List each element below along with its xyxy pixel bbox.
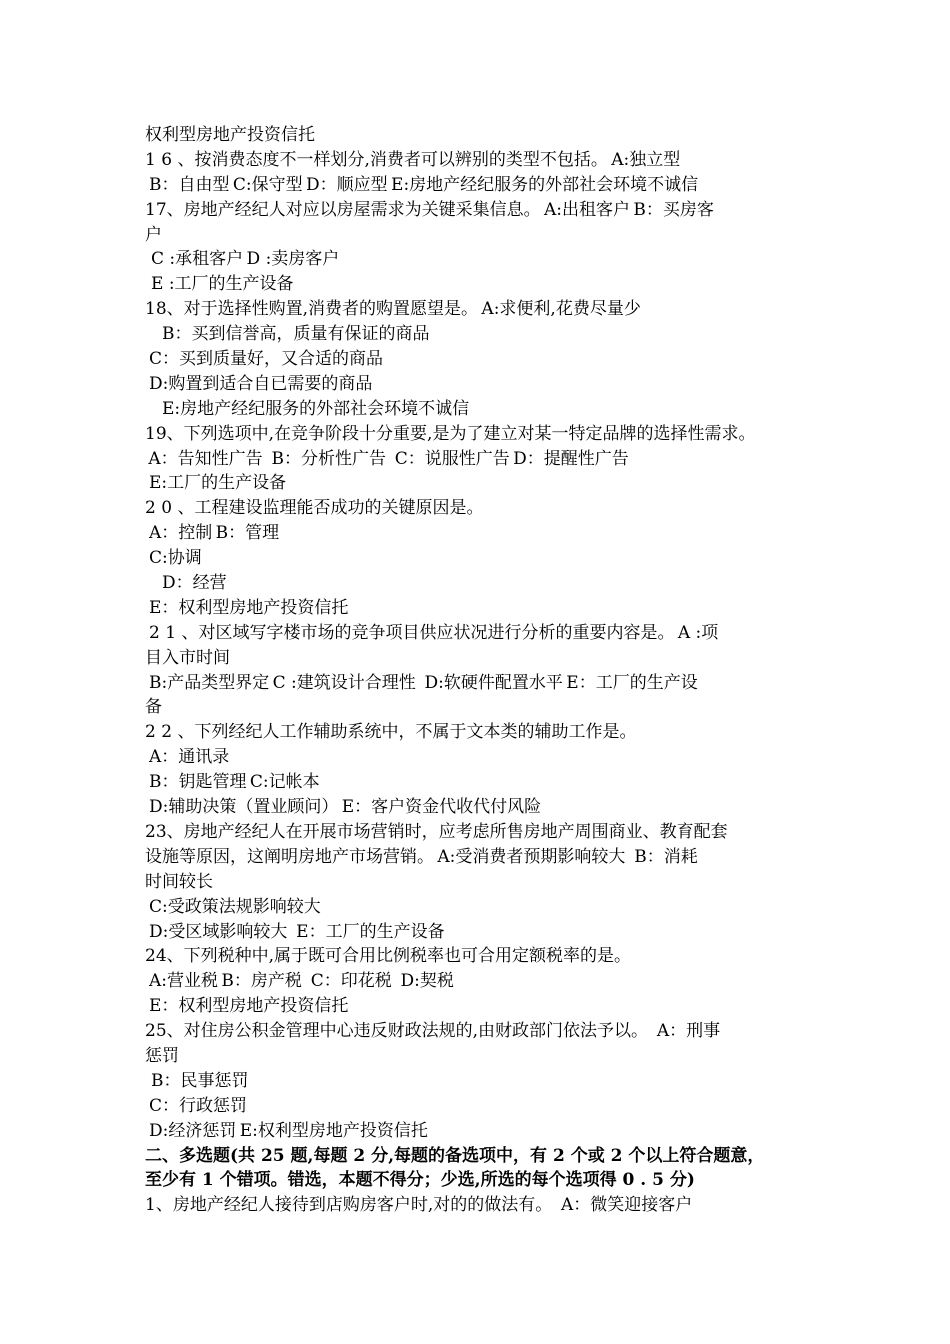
text-line: E :工厂的生产设备 xyxy=(151,274,294,295)
text-line: 设施等原因，这阐明房地产市场营销。 A:受消费者预期影响较大 B：消耗 xyxy=(145,846,698,867)
text-line: 25、对住房公积金管理中心违反财政法规的,由财政部门依法予以。 A：刑事 xyxy=(145,1021,721,1042)
text-line: B：民事惩罚 xyxy=(151,1070,249,1091)
text-line: 23、房地产经纪人在开展市场营销时，应考虑所售房地产周围商业、教育配套 xyxy=(145,821,728,842)
text-line: B：买到信誉高，质量有保证的商品 xyxy=(162,324,430,345)
text-line: D:受区域影响较大 E：工厂的生产设备 xyxy=(149,921,445,942)
text-line: B：自由型 C:保守型 D：顺应型 E:房地产经纪服务的外部社会环境不诚信 xyxy=(149,174,699,195)
text-line: B:产品类型界定 C :建筑设计合理性 D:软硬件配置水平 E：工厂的生产设 xyxy=(149,672,698,693)
text-line: A:营业税 B：房产税 C：印花税 D:契税 xyxy=(149,971,454,992)
text-line: D：经营 xyxy=(162,573,227,594)
document-body xyxy=(145,123,811,1218)
text-line: C:协调 xyxy=(149,548,202,569)
text-line: C：行政惩罚 xyxy=(149,1095,248,1116)
text-line: A：告知性广告 B：分析性广告 C：说服性广告 D：提醒性广告 xyxy=(145,448,629,469)
text-line: 目入市时间 xyxy=(145,647,230,668)
text-line: 2 1 、对区域写字楼市场的竞争项目供应状况进行分析的重要内容是。 A :项 xyxy=(149,622,719,643)
text-line: E:工厂的生产设备 xyxy=(149,473,287,494)
text-line: 惩罚 xyxy=(145,1045,179,1066)
text-line: D:购置到适合自已需要的商品 xyxy=(149,373,373,394)
text-line: E：权利型房地产投资信托 xyxy=(149,996,349,1017)
text-line: 1 6 、按消费态度不一样划分,消费者可以辨别的类型不包括。 A:独立型 xyxy=(145,149,681,170)
text-line: 1、房地产经纪人接待到店购房客户时,对的的做法有。 A：微笑迎接客户 xyxy=(145,1195,696,1216)
text-line: 24、下列税种中,属于既可合用比例税率也可合用定额税率的是。 xyxy=(145,946,632,967)
text-line: A：通讯录 xyxy=(149,747,230,768)
text-line: C:受政策法规影响较大 xyxy=(149,896,321,917)
text-line: 2 2 、下列经纪人工作辅助系统中，不属于文本类的辅助工作是。 xyxy=(145,722,637,743)
text-line: 17、房地产经纪人对应以房屋需求为关键采集信息。 A:出租客户 B：买房客 xyxy=(145,199,714,220)
text-line: B：钥匙管理 C:记帐本 xyxy=(149,772,320,793)
text-line: 备 xyxy=(145,697,162,718)
text-line: 19、下列选项中,在竞争阶段十分重要,是为了建立对某一特定品牌的选择性需求。 xyxy=(145,423,756,444)
text-line: 18、对于选择性购置,消费者的购置愿望是。 A:求便利,花费尽量少 xyxy=(145,299,641,320)
text-line: D:经济惩罚 E:权利型房地产投资信托 xyxy=(149,1120,428,1141)
text-line: C :承租客户 D :卖房客户 xyxy=(151,249,340,270)
text-line: 时间较长 xyxy=(145,871,213,892)
text-line: 权利型房地产投资信托 xyxy=(145,125,315,145)
text-line: 2 0 、工程建设监理能否成功的关键原因是。 xyxy=(145,498,484,519)
text-line: E:房地产经纪服务的外部社会环境不诚信 xyxy=(162,398,470,419)
text-line: 户 xyxy=(145,224,162,245)
text-line: E：权利型房地产投资信托 xyxy=(149,597,349,618)
text-line: D:辅助决策（置业顾问） E：客户资金代收代付风险 xyxy=(149,797,542,818)
text-line: C：买到质量好，又合适的商品 xyxy=(149,349,384,370)
section-heading-line: 至少有 1 个错项。错选，本题不得分；少选,所选的每个选项得 0 . 5 分) xyxy=(145,1170,695,1191)
text-line: A：控制 B：管理 xyxy=(149,523,280,544)
section-heading-line: 二、多选题(共 25 题,每题 2 分,每题的备选项中，有 2 个或 2 个以上符合题意， xyxy=(145,1145,765,1166)
